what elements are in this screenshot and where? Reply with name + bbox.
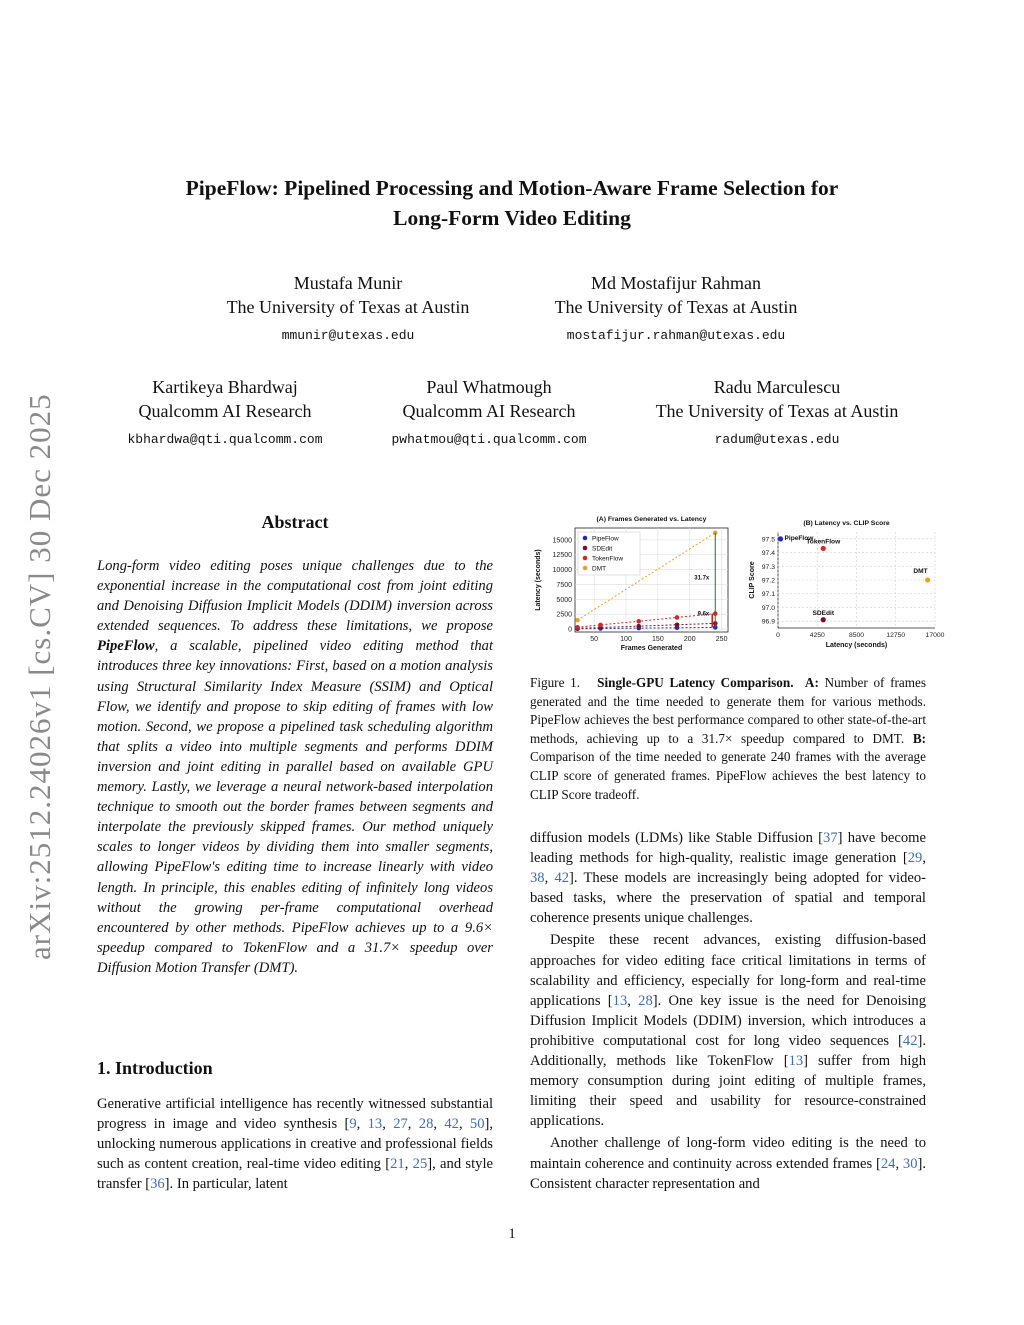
data-point bbox=[675, 615, 680, 620]
data-point bbox=[821, 546, 826, 551]
author-email[interactable]: pwhatmou@qti.qualcomm.com bbox=[391, 432, 587, 447]
citation-link[interactable]: 27 bbox=[393, 1116, 408, 1133]
x-tick-label: 250 bbox=[715, 636, 728, 643]
y-tick-label: 97.5 bbox=[761, 536, 775, 544]
x-tick-label: 4250 bbox=[809, 632, 825, 639]
author-email[interactable]: mostafijur.rahman@utexas.edu bbox=[566, 328, 786, 343]
data-point bbox=[636, 624, 641, 629]
citation-link[interactable]: 21 bbox=[390, 1156, 405, 1173]
body-text: ]. These models are increasingly being adopted for video-based tasks, where the preservation of spatial and temporal coherence presents unique challenges. bbox=[530, 870, 926, 927]
legend-label: SDEdit bbox=[592, 545, 613, 553]
caption-title: Single-GPU Latency Comparison. bbox=[597, 675, 794, 690]
y-tick-label: 10000 bbox=[552, 567, 572, 575]
y-tick-label: 97.2 bbox=[761, 577, 775, 585]
author-block bbox=[526, 271, 826, 348]
body-text: ] have become leading methods for high-quality, realistic image generation [ bbox=[530, 830, 927, 867]
chart-a-ylabel: Latency (seconds) bbox=[535, 549, 542, 611]
x-tick-label: 17000 bbox=[925, 632, 945, 639]
arxiv-identifier: arXiv:2512.24026v1 [cs.CV] 30 Dec 2025 bbox=[22, 393, 57, 960]
data-point bbox=[675, 622, 680, 627]
caption-text: Number of frames generated and the time needed to generate them for various methods. PipeFlow achieves the best performance compared to other state-of-the-art methods, achieving up to a 31.7× speedup compared to DMT. bbox=[530, 675, 927, 746]
method-name: PipeFlow bbox=[97, 638, 155, 655]
author-name: Mustafa Munir bbox=[293, 273, 403, 293]
body-text: ]. One key issue is the need for Denoising Diffusion Implicit Models (DDIM) inversion, which introduces a prohibitive computational cost for long video sequences [ bbox=[530, 992, 926, 1049]
speedup-annotation: 9.6x bbox=[697, 611, 710, 618]
body-text: Another challenge of long-form video editing is the need to maintain coherence and continuity across extended frames [ bbox=[530, 1135, 926, 1172]
x-tick-label: 0 bbox=[776, 632, 780, 639]
author-affiliation: Qualcomm AI Research bbox=[138, 401, 312, 421]
caption-a-label: A: bbox=[804, 675, 819, 690]
data-point bbox=[598, 623, 603, 628]
body-text: Despite these recent advances, existing diffusion-based approaches for video editing face critical limitations in terms of scalability and efficiency, especially for long-form and real-time applications [ bbox=[530, 932, 926, 1009]
body-text: diffusion models (LDMs) like Stable Diffusion [ bbox=[530, 830, 824, 846]
y-tick-label: 5000 bbox=[556, 596, 572, 604]
y-tick-label: 12500 bbox=[552, 552, 572, 560]
author-name: Md Mostafijur Rahman bbox=[591, 273, 761, 293]
paper-title bbox=[112, 173, 912, 233]
point-label: SDEdit bbox=[812, 609, 835, 617]
citation-link[interactable]: 30 bbox=[902, 1155, 918, 1172]
body-text: ], and style transfer [ bbox=[97, 1156, 493, 1193]
citation-link[interactable]: 24 bbox=[880, 1155, 896, 1172]
abstract-body bbox=[97, 556, 493, 978]
body-text: ] suffer from high memory consumption during joint editing of multiple frames, limiting their speed and usability for resource-constrained applications. bbox=[530, 1053, 927, 1130]
author-affiliation: The University of Texas at Austin bbox=[655, 401, 899, 421]
x-tick-label: 100 bbox=[620, 636, 632, 643]
y-tick-label: 0 bbox=[568, 626, 572, 634]
x-tick-label: 8500 bbox=[848, 632, 865, 639]
chart-b-title: (B) Latency vs. CLIP Score bbox=[803, 520, 890, 527]
author-name: Kartikeya Bhardwaj bbox=[152, 377, 298, 397]
y-tick-label: 2500 bbox=[556, 611, 572, 619]
paragraph: diffusion models (LDMs) like Stable Diffusion [37] have become leading methods for high-quality, realistic image generation [29, 38, 42]. These models are increasingly being adopted for video-based tasks, where the preservation of spatial and temporal coherence presents unique challenges. bbox=[530, 830, 927, 927]
author-affiliation: The University of Texas at Austin bbox=[554, 297, 798, 317]
y-tick-label: 97.1 bbox=[761, 591, 775, 599]
author-email[interactable]: radum@utexas.edu bbox=[714, 432, 840, 447]
latency-charts bbox=[530, 510, 945, 660]
speedup-annotation: 31.7x bbox=[694, 575, 710, 582]
author-affiliation: Qualcomm AI Research bbox=[402, 401, 576, 421]
figure-caption bbox=[530, 674, 926, 804]
legend-marker bbox=[583, 546, 588, 551]
legend-marker bbox=[583, 536, 588, 541]
author-block bbox=[198, 271, 498, 348]
citation-link[interactable]: 38 bbox=[530, 870, 545, 887]
series-line bbox=[578, 614, 716, 628]
legend-label: TokenFlow bbox=[592, 555, 624, 563]
chart-b-xlabel: Latency (seconds) bbox=[825, 642, 888, 649]
citation-link[interactable]: 13 bbox=[612, 992, 628, 1009]
y-tick-label: 97.4 bbox=[761, 550, 775, 558]
body-text: ]. In particular, latent bbox=[164, 1176, 288, 1193]
data-point bbox=[821, 617, 826, 622]
citation-link[interactable]: 29 bbox=[907, 850, 923, 867]
citation-link[interactable]: 28 bbox=[638, 992, 653, 1009]
body-text: ]. Consistent character representation and bbox=[530, 1155, 927, 1192]
abstract-text: , a scalable, pipelined video editing method that introduces three key innovations: First, based on a motion analysis using Structural Similarity Index Measure (SSIM) and Optical Flow, we identify and propose to skip editing of frames with low motion. Second, we propose a pipelined task scheduling algorithm that splits a video into multiple segments and performs DDIM inversion and joint editing in parallel based on available GPU memory. Lastly, we leverage a neural network-based interpolation technique to smooth out the border frames between segments and interpolate the previously skipped frames. Our method uniquely scales to longer videos by dividing them into smaller segments, allowing PipeFlow's editing time to increase linearly with video length. In principle, this enables editing of infinitely long videos without the growing per-frame computational overhead encountered by other methods. PipeFlow achieves up to a 9.6× speedup compared to TokenFlow and a 31.7× speedup over Diffusion Motion Transfer (DMT). bbox=[97, 638, 493, 976]
citation-link[interactable]: 13 bbox=[367, 1116, 383, 1133]
caption-text: Comparison of the time needed to generate 240 frames with the average CLIP score of generated frames. PipeFlow achieves the best latency to CLIP Score tradeoff. bbox=[530, 749, 926, 802]
data-point bbox=[925, 577, 930, 582]
data-point bbox=[575, 625, 580, 630]
right-column-text bbox=[530, 828, 926, 1194]
figure-1 bbox=[530, 510, 945, 660]
point-label: TokenFlow bbox=[806, 538, 841, 546]
citation-link[interactable]: 42 bbox=[902, 1032, 918, 1049]
x-tick-label: 150 bbox=[652, 636, 664, 643]
point-label: PipeFlow bbox=[784, 534, 814, 542]
citation-link[interactable]: 28 bbox=[418, 1116, 434, 1133]
legend-label: PipeFlow bbox=[592, 535, 619, 543]
x-tick-label: 200 bbox=[683, 636, 696, 643]
citation-link[interactable]: 42 bbox=[444, 1116, 459, 1133]
chart-a-title: (A) Frames Generated vs. Latency bbox=[596, 516, 707, 523]
legend-label: DMT bbox=[592, 565, 607, 573]
body-text: ]. Additionally, methods like TokenFlow [ bbox=[530, 1032, 926, 1070]
body-text: ], unlocking numerous applications in creative and professional fields such as content creation, real-time video editing [ bbox=[97, 1116, 494, 1173]
abstract-heading: Abstract bbox=[261, 512, 329, 532]
author-block bbox=[630, 375, 924, 452]
y-tick-label: 97.0 bbox=[761, 604, 775, 612]
author-block bbox=[95, 375, 355, 452]
y-tick-label: 97.3 bbox=[761, 563, 775, 571]
citation-link[interactable]: 9 bbox=[349, 1116, 357, 1133]
citation-link[interactable]: 25 bbox=[412, 1156, 428, 1173]
point-label: DMT bbox=[913, 568, 928, 575]
title-line-1: PipeFlow: Pipelined Processing and Motion-Aware Frame Selection for bbox=[185, 176, 839, 200]
citation-link[interactable]: 42 bbox=[554, 870, 570, 887]
section-heading: 1. Introduction bbox=[97, 1058, 213, 1078]
author-block bbox=[364, 375, 614, 452]
chart-a-xlabel: Frames Generated bbox=[620, 645, 683, 652]
author-affiliation: The University of Texas at Austin bbox=[226, 297, 470, 317]
abstract-text: Long-form video editing poses unique challenges due to the exponential increase in the computational cost from joint editing and Denoising Diffusion Implicit Models (DDIM) inversion across extended sequences. To address these limitations, we propose bbox=[97, 558, 493, 635]
author-name: Paul Whatmough bbox=[426, 377, 552, 397]
data-point bbox=[636, 619, 641, 624]
paragraph: Despite these recent advances, existing diffusion-based approaches for video editing face critical limitations in terms of scalability and efficiency, especially for long-form and real-time applications [13, 28]. One key issue is the need for Denoising Diffusion Implicit Models (DDIM) inversion, which introduces a prohibitive computational cost for long video sequences [42]. Additionally, methods like TokenFlow [13] suffer from high memory consumption during joint editing of multiple frames, limiting their speed and usability for resource-constrained applications. bbox=[530, 932, 927, 1130]
caption-b-label: B: bbox=[912, 730, 926, 746]
citation-link[interactable]: 50 bbox=[469, 1116, 485, 1133]
data-point bbox=[575, 618, 580, 623]
body-text: Generative artificial intelligence has recently witnessed substantial progress in image and video synthesis [ bbox=[97, 1096, 493, 1133]
legend-marker bbox=[583, 556, 588, 561]
y-tick-label: 15000 bbox=[552, 537, 572, 545]
author-email[interactable]: mmunir@utexas.edu bbox=[281, 328, 415, 343]
data-point bbox=[778, 536, 783, 541]
caption-label: Figure 1. bbox=[530, 675, 581, 690]
intro-paragraph: Generative artificial intelligence has recently witnessed substantial progress in image and video synthesis [9, 13, 27, 28, 42, 50], unlocking numerous applications in creative and professional fields such as content creation, real-time video editing [21, 25], and style transfer [36]. In particular, latent bbox=[97, 1096, 494, 1193]
title-line-2: Long-Form Video Editing bbox=[393, 206, 631, 230]
citation-link[interactable]: 36 bbox=[150, 1176, 165, 1193]
legend-marker bbox=[583, 566, 588, 571]
author-email[interactable]: kbhardwa@qti.qualcomm.com bbox=[127, 432, 323, 447]
page-number: 1 bbox=[508, 1226, 516, 1242]
y-tick-label: 96.9 bbox=[761, 618, 775, 626]
chart-b-ylabel: CLIP Score bbox=[749, 561, 756, 599]
citation-link[interactable]: 13 bbox=[788, 1053, 804, 1070]
paragraph: Another challenge of long-form video editing is the need to maintain coherence and continuity across extended frames [24, 30]. Consistent character representation and bbox=[530, 1135, 927, 1192]
citation-link[interactable]: 37 bbox=[823, 830, 838, 846]
author-name: Radu Marculescu bbox=[713, 377, 841, 397]
y-tick-label: 7500 bbox=[556, 581, 572, 589]
x-tick-label: 12750 bbox=[886, 632, 906, 639]
x-tick-label: 50 bbox=[590, 636, 599, 643]
